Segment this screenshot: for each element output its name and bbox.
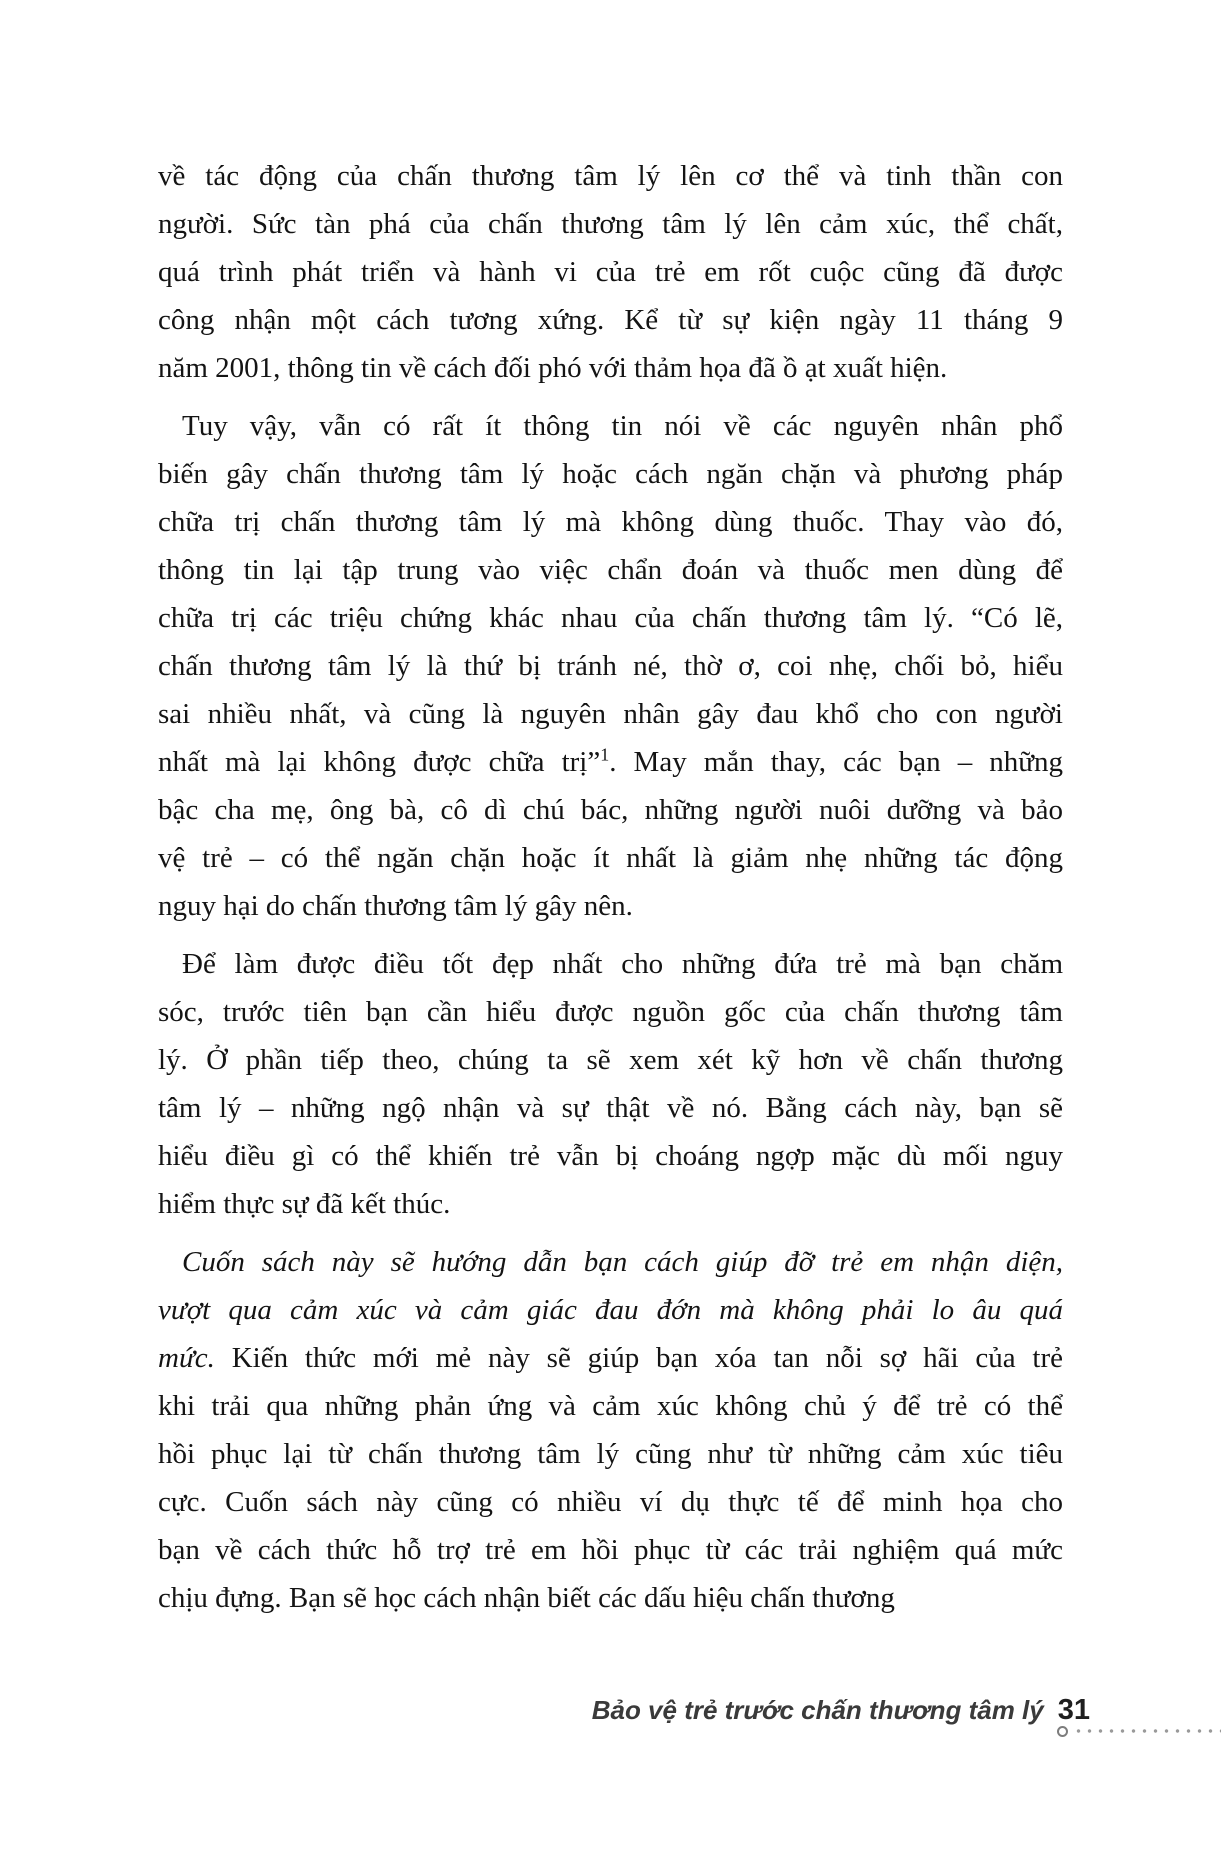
text-segment: hiểm thực sự đã kết thúc. bbox=[158, 1188, 451, 1220]
text-segment: thông tin lại tập trung vào việc chẩn đoán và thuốc men dùng để bbox=[158, 554, 1063, 586]
text-line bbox=[158, 1382, 1063, 1430]
text-line bbox=[158, 1132, 1063, 1180]
circle-ornament-icon bbox=[1057, 1726, 1068, 1737]
text-line bbox=[158, 1084, 1063, 1132]
text-line bbox=[158, 344, 1063, 392]
text-line bbox=[158, 296, 1063, 344]
text-line bbox=[158, 882, 1063, 930]
text-line bbox=[158, 940, 1063, 988]
text-segment: hiểu điều gì có thể khiến trẻ vẫn bị choáng ngợp mặc dù mối nguy bbox=[158, 1140, 1063, 1172]
body-text bbox=[158, 152, 1063, 1622]
text-line bbox=[158, 152, 1063, 200]
text-line bbox=[158, 546, 1063, 594]
text-line bbox=[158, 834, 1063, 882]
text-segment: mức. bbox=[158, 1342, 215, 1374]
page-footer bbox=[592, 1693, 1090, 1732]
text-segment: Cuốn sách này sẽ hướng dẫn bạn cách giúp đỡ trẻ em nhận diện, bbox=[182, 1246, 1063, 1278]
page-number: 31 bbox=[1057, 1694, 1090, 1726]
text-segment: chữa trị chấn thương tâm lý mà không dùng thuốc. Thay vào đó, bbox=[158, 506, 1063, 538]
text-line bbox=[158, 1526, 1063, 1574]
paragraph bbox=[158, 152, 1063, 392]
text-segment: vệ trẻ – có thể ngăn chặn hoặc ít nhất là giảm nhẹ những tác động bbox=[158, 842, 1063, 874]
dotted-leader-line bbox=[1073, 1729, 1221, 1733]
text-segment: công nhận một cách tương xứng. Kể từ sự kiện ngày 11 tháng 9 bbox=[158, 304, 1063, 336]
text-segment: lý. Ở phần tiếp theo, chúng ta sẽ xem xét kỹ hơn về chấn thương bbox=[158, 1044, 1063, 1076]
text-segment: sóc, trước tiên bạn cần hiểu được nguồn gốc của chấn thương tâm bbox=[158, 996, 1063, 1028]
text-line bbox=[158, 988, 1063, 1036]
text-segment: cực. Cuốn sách này cũng có nhiều ví dụ thực tế để minh họa cho bbox=[158, 1486, 1063, 1518]
text-line bbox=[158, 1334, 1063, 1382]
text-line bbox=[158, 1574, 1063, 1622]
text-segment: Tuy vậy, vẫn có rất ít thông tin nói về các nguyên nhân phổ bbox=[182, 410, 1063, 442]
paragraph bbox=[158, 1238, 1063, 1622]
footnote-marker: 1 bbox=[600, 744, 610, 765]
text-segment: chịu đựng. Bạn sẽ học cách nhận biết các dấu hiệu chấn thương bbox=[158, 1582, 895, 1614]
text-segment: bạn về cách thức hỗ trợ trẻ em hồi phục từ các trải nghiệm quá mức bbox=[158, 1534, 1063, 1566]
text-line bbox=[158, 1430, 1063, 1478]
text-line bbox=[158, 786, 1063, 834]
text-segment: Kiến thức mới mẻ này sẽ giúp bạn xóa tan nỗi sợ hãi của trẻ bbox=[214, 1342, 1063, 1374]
text-segment: . May mắn thay, các bạn – những bbox=[609, 746, 1063, 778]
text-line bbox=[158, 1180, 1063, 1228]
text-segment: khi trải qua những phản ứng và cảm xúc không chủ ý để trẻ có thể bbox=[158, 1390, 1063, 1422]
text-segment: tâm lý – những ngộ nhận và sự thật về nó. Bằng cách này, bạn sẽ bbox=[158, 1092, 1063, 1124]
text-line bbox=[158, 1238, 1063, 1286]
text-line bbox=[158, 594, 1063, 642]
text-line bbox=[158, 498, 1063, 546]
text-line bbox=[158, 690, 1063, 738]
text-segment: hồi phục lại từ chấn thương tâm lý cũng như từ những cảm xúc tiêu bbox=[158, 1438, 1063, 1470]
running-footer-title: Bảo vệ trẻ trước chấn thương tâm lý bbox=[591, 1695, 1044, 1725]
text-line bbox=[158, 1286, 1063, 1334]
text-segment: vượt qua cảm xúc và cảm giác đau đớn mà không phải lo âu quá bbox=[158, 1294, 1063, 1326]
text-segment: chấn thương tâm lý là thứ bị tránh né, thờ ơ, coi nhẹ, chối bỏ, hiểu bbox=[158, 650, 1063, 682]
text-segment: quá trình phát triển và hành vi của trẻ em rốt cuộc cũng đã được bbox=[158, 256, 1063, 288]
text-segment: nhất mà lại không được chữa trị” bbox=[158, 746, 601, 778]
text-line bbox=[158, 450, 1063, 498]
text-line bbox=[158, 1036, 1063, 1084]
paragraph bbox=[158, 940, 1063, 1228]
text-segment: biến gây chấn thương tâm lý hoặc cách ngăn chặn và phương pháp bbox=[158, 458, 1063, 490]
paragraph bbox=[158, 402, 1063, 930]
text-segment: nguy hại do chấn thương tâm lý gây nên. bbox=[158, 890, 633, 922]
text-line bbox=[158, 402, 1063, 450]
text-line bbox=[158, 200, 1063, 248]
text-segment: sai nhiều nhất, và cũng là nguyên nhân gây đau khổ cho con người bbox=[158, 698, 1063, 730]
text-segment: bậc cha mẹ, ông bà, cô dì chú bác, những người nuôi dưỡng và bảo bbox=[158, 794, 1063, 826]
text-segment: năm 2001, thông tin về cách đối phó với thảm họa đã ồ ạt xuất hiện. bbox=[158, 352, 948, 384]
text-line bbox=[158, 738, 1063, 786]
text-segment: về tác động của chấn thương tâm lý lên cơ thể và tinh thần con bbox=[158, 160, 1063, 192]
footer-leader-ornament bbox=[1057, 1725, 1221, 1737]
text-segment: chữa trị các triệu chứng khác nhau của chấn thương tâm lý. “Có lẽ, bbox=[158, 602, 1063, 634]
text-segment: Để làm được điều tốt đẹp nhất cho những đứa trẻ mà bạn chăm bbox=[182, 948, 1063, 980]
text-line bbox=[158, 1478, 1063, 1526]
text-line bbox=[158, 642, 1063, 690]
text-segment: người. Sức tàn phá của chấn thương tâm lý lên cảm xúc, thể chất, bbox=[158, 208, 1063, 240]
text-line bbox=[158, 248, 1063, 296]
